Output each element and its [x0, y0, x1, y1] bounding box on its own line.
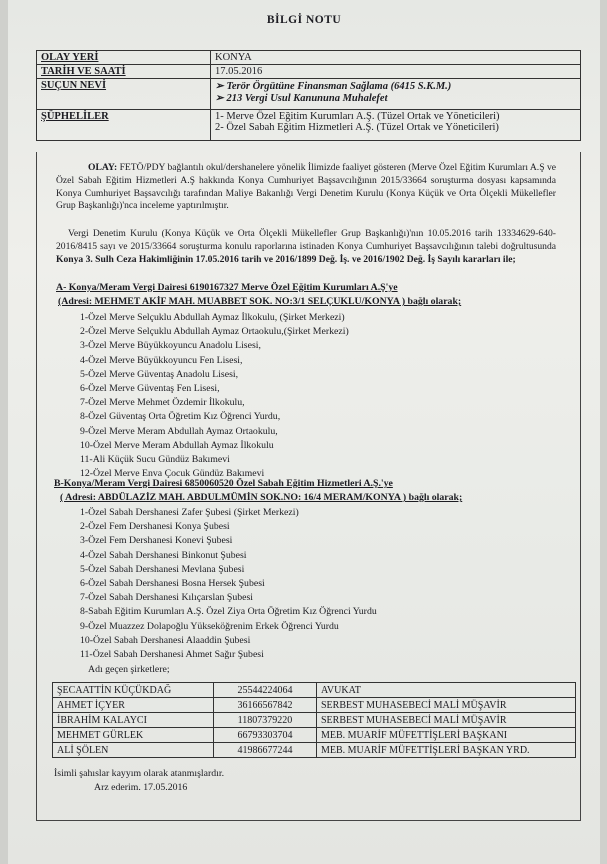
olay-text: FETÖ/PDY bağlantılı okul/dershanelere yönelik İlimizde faaliyet gösteren (Merve Özel Eğitim Kurumları A.Ş ve Özel Sabah Eğitim Hizmetleri A.Ş hakkında Konya Cumhuriyet Başsavcılığının 2015/33664 soruşturma dosyası kapsamında Konya Cumhuriyet Başsavcılığı tarafından Maliye Bakanlığı Vergi Denetim Kurulu (Konya Küçük ve Orta Ölçekli Mükellefler Grup Başkanlığı)'nca inceleme yaptırılmıştır. [56, 162, 557, 212]
list-item: 11-Özel Sabah Dershanesi Ahmet Sağır Şubesi [80, 649, 264, 661]
arz-text: Arz ederim. 17.05.2016 [94, 782, 188, 793]
table-row [53, 743, 576, 758]
info-row-sucun-nevi [37, 79, 581, 110]
list-item: 2-Özel Merve Selçuklu Abdullah Aymaz Ortaokulu,(Şirket Merkezi) [80, 326, 349, 338]
list-item: 3-Özel Fem Dershanesi Konevi Şubesi [80, 535, 233, 547]
person-id-number: 66793303704 [214, 728, 317, 743]
list-item: 10-Özel Merve Meram Abdullah Aymaz İlkokulu [80, 439, 274, 451]
trustees-table [52, 682, 576, 758]
info-row-olay-yeri [37, 51, 581, 65]
list-item: 4-Özel Merve Büyükkoyuncu Fen Lisesi, [80, 354, 243, 366]
section-a-heading: A- Konya/Meram Vergi Dairesi 6190167327 Merve Özel Eğitim Kurumları A.Ş'ye [56, 282, 398, 293]
person-role: SERBEST MUHASEBECİ MALİ MÜŞAVİR [317, 698, 576, 713]
person-role: MEB. MUARİF MÜFETTİŞLERİ BAŞKAN YRD. [317, 743, 576, 758]
table-row [53, 728, 576, 743]
list-item: 3-Özel Merve Büyükkoyuncu Anadolu Lisesi, [80, 340, 261, 352]
person-id-number: 25544224064 [214, 683, 317, 698]
person-role: MEB. MUARİF MÜFETTİŞLERİ BAŞKANI [317, 728, 576, 743]
table-row [53, 713, 576, 728]
section-b-heading: B-Konya/Meram Vergi Dairesi 6850060520 Özel Sabah Eğitim Hizmetleri A.Ş.'ye [54, 478, 393, 489]
info-label: ŞÜPHELİLER [37, 110, 211, 141]
list-item: 1-Özel Sabah Dershanesi Zafer Şubesi (Şirket Merkezi) [80, 507, 299, 518]
person-id-number: 36166567842 [214, 698, 317, 713]
info-label: SUÇUN NEVİ [37, 79, 211, 110]
person-name: AHMET İÇYER [53, 698, 214, 713]
list-item: 6-Özel Sabah Dershanesi Bosna Hersek Şubesi [80, 578, 265, 590]
person-name: ŞECAATTİN KÜÇÜKDAĞ [53, 683, 214, 698]
info-value [211, 110, 581, 141]
list-item: 5-Özel Sabah Dershanesi Mevlana Şubesi [80, 563, 245, 575]
info-label: TARİH VE SAATİ [37, 65, 211, 79]
info-value: 17.05.2016 [211, 65, 581, 79]
person-role: AVUKAT [317, 683, 576, 698]
closing-text: İsimli şahıslar kayyım olarak atanmışlardır. [54, 768, 225, 779]
list-item: 8-Sabah Eğitim Kurumları A.Ş. Özel Ziya Orta Öğretim Kız Öğrenci Yurdu [80, 606, 377, 618]
section-b-address: ( Adresi: ABDÜLAZİZ MAH. ABDULMÜMİN SOK.NO: 16/4 MERAM/KONYA ) bağlı olarak; [60, 492, 463, 503]
list-item: 12-Özel Merve Enva Çocuk Gündüz Bakımevi [80, 468, 265, 480]
info-value: KONYA [211, 51, 581, 65]
decision-text: Vergi Denetim Kurulu (Konya Küçük ve Orta Ölçekli Mükellefler Grup Başkanlığı)'nın 10.05.2016 tarih 13334629-640-2016/8415 sayı ve 2015/33664 soruşturma konulu raporlarına istinaden Konya Cumhuriyet Başsavcılığının talebi doğrultusunda [56, 228, 556, 252]
section-a-list [80, 311, 349, 481]
info-label: OLAY YERİ [37, 51, 211, 65]
person-id-number: 11807379220 [214, 713, 317, 728]
info-row-supheliler [37, 110, 581, 141]
list-item: 4-Özel Sabah Dershanesi Binkonut Şubesi [80, 549, 247, 561]
adi-gecen-text: Adı geçen şirketlere; [88, 664, 170, 675]
table-row [53, 698, 576, 713]
list-item: 2-Özel Fem Dershanesi Konya Şubesi [80, 521, 230, 533]
incident-info-table [36, 50, 581, 141]
table-row [53, 683, 576, 698]
list-item: 5-Özel Merve Güventaş Anadolu Lisesi, [80, 368, 239, 380]
section-a-address: (Adresi: MEHMET AKİF MAH. MUABBET SOK. NO:3/1 SELÇUKLU/KONYA ) bağlı olarak; [58, 296, 462, 307]
document-title: BİLGİ NOTU [266, 14, 342, 26]
crime-type-2 [215, 92, 576, 104]
person-name: İBRAHİM KALAYCI [53, 713, 214, 728]
list-item: 7-Özel Sabah Dershanesi Kılıçarslan Şubesi [80, 592, 254, 604]
crime-type-text: Terör Örgütüne Finansman Sağlama (6415 S.K.M.) [226, 81, 452, 92]
decision-paragraph [56, 228, 556, 266]
arrow-right-icon: ➢ [215, 81, 227, 92]
list-item: 10-Özel Sabah Dershanesi Alaaddin Şubesi [80, 634, 251, 646]
list-item: 9-Özel Merve Meram Abdullah Aymaz Ortaokulu, [80, 425, 278, 437]
crime-type-1 [215, 80, 576, 92]
suspect-2: 2- Özel Sabah Eğitim Hizmetleri A.Ş. (Tüzel Ortak ve Yöneticileri) [215, 122, 499, 133]
list-item: 8-Özel Güventaş Orta Öğretim Kız Öğrenci Yurdu, [80, 411, 281, 423]
suspect-1: 1- Merve Özel Eğitim Kurumları A.Ş. (Tüzel Ortak ve Yöneticileri) [215, 111, 500, 122]
section-b-list [80, 506, 377, 662]
olay-label: OLAY: [88, 162, 118, 173]
list-item: 11-Ali Küçük Sucu Gündüz Bakımevi [80, 454, 230, 466]
olay-paragraph [56, 162, 556, 213]
crime-type-text: 213 Vergi Usul Kanununa Muhalefet [226, 93, 388, 104]
decision-court-text: Konya 3. Sulh Ceza Hakimliğinin 17.05.2016 tarih ve 2016/1899 Değ. İş. ve 2016/1902 Değ. İş Sayılı kararları ile; [56, 253, 516, 265]
person-role: SERBEST MUHASEBECİ MALİ MÜŞAVİR [317, 713, 576, 728]
person-name: MEHMET GÜRLEK [53, 728, 214, 743]
list-item: 1-Özel Merve Selçuklu Abdullah Aymaz İlkokulu, (Şirket Merkezi) [80, 312, 345, 323]
person-name: ALİ ŞÖLEN [53, 743, 214, 758]
info-row-tarih [37, 65, 581, 79]
document-page [8, 0, 600, 864]
list-item: 6-Özel Merve Güventaş Fen Lisesi, [80, 383, 220, 395]
info-value [211, 79, 581, 110]
arrow-right-icon: ➢ [215, 93, 227, 104]
list-item: 9-Özel Muazzez Dolapoğlu Yükseköğrenim Erkek Öğrenci Yurdu [80, 620, 339, 632]
list-item: 7-Özel Merve Mehmet Özdemir İlkokulu, [80, 397, 245, 409]
person-id-number: 41986677244 [214, 743, 317, 758]
